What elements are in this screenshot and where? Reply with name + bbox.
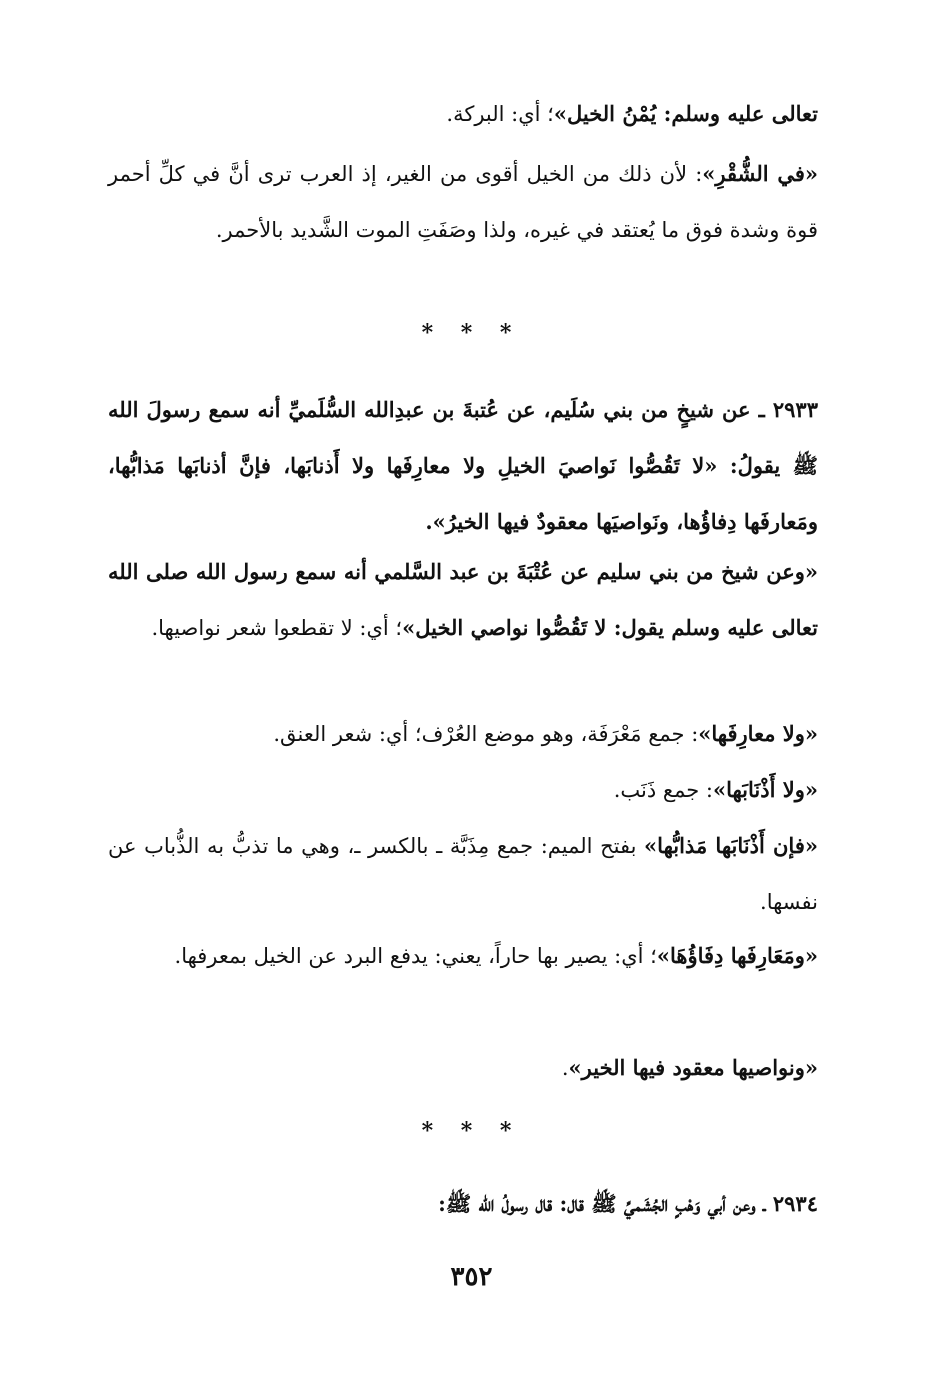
commentary-6-text: . xyxy=(561,1056,569,1080)
hadith-2934 xyxy=(108,1176,818,1232)
section-divider-2: * * * xyxy=(421,1118,522,1144)
commentary-2-bold: «ولا معارِفَها» xyxy=(698,721,818,746)
commentary-6 xyxy=(108,1040,818,1096)
hadith-2934-text: ٢٩٣٤ ـ وعن أبي وَهْبٍ الجُشَميِّ ﷺ قال: قال رسولُ الله ﷺ: xyxy=(438,1191,818,1216)
commentary-2-text: : جمع مَعْرَفَة، وهو موضع العُرْف؛ أي: شعر العنق. xyxy=(273,722,699,746)
paragraph-1-bold: تعالى عليه وسلم: يُمْنُ الخيل» xyxy=(553,101,818,126)
paragraph-2 xyxy=(108,146,818,258)
commentary-2 xyxy=(108,706,818,762)
commentary-1-text: ؛ أي: لا تقطعوا شعر نواصيها. xyxy=(151,616,403,640)
commentary-1-bold: «وعن شيخ من بني سليم عن عُتْبَةَ بن عبد السَّلمي أنه سمع رسول الله صلى الله تعالى عليه وسلم يقول: لا تَقُصُّوا نواصي الخيل» xyxy=(108,559,818,640)
paragraph-2-text: : لأن ذلك من الخيل أقوى من الغير، إذ العرب ترى أنَّ في كلِّ أحمر قوة وشدة فوق ما يُعتقد في غيره، ولذا وصَفَتِ الموت الشَّديد بالأحمر. xyxy=(108,162,818,242)
paragraph-1 xyxy=(108,86,818,142)
commentary-4-text: بفتح الميم: جمع مِذَبَّة ـ بالكسر ـ، وهي ما تذبُّ به الذُّباب عن نفسها. xyxy=(108,834,818,914)
commentary-5 xyxy=(108,928,818,984)
commentary-3 xyxy=(108,762,818,818)
hadith-2933 xyxy=(108,382,818,550)
commentary-3-bold: «ولا أَذْنَابَها» xyxy=(712,777,818,802)
commentary-6-bold: «ونواصيها معقود فيها الخير» xyxy=(568,1055,818,1080)
paragraph-2-bold: «في الشُّقْرِ» xyxy=(702,161,819,186)
page-number: ٣٥٢ xyxy=(450,1262,493,1292)
paragraph-1-text: ؛ أي: البركة. xyxy=(446,102,554,126)
commentary-3-text: : جمع ذَنَب. xyxy=(613,778,713,802)
commentary-1 xyxy=(108,544,818,656)
commentary-4-bold: «فإن أَذْنَابَها مَذابُّها» xyxy=(644,833,818,858)
commentary-5-text: ؛ أي: يصير بها حاراً، يعني: يدفع البرد عن الخيل بمعرفها. xyxy=(174,944,657,968)
hadith-2933-text: ٢٩٣٣ ـ عن شيخٍ من بني سُلَيم، عن عُتبةَ بن عبدِالله السُّلَميِّ أنه سمع رسولَ الله ﷺ يقولُ: «لا تَقُصُّوا نَواصيَ الخيلِ ولا معارِفَها ولا أَذنابَها، فإنَّ أذنابَها مَذابُّها، ومَعارفَها دِفاؤُها، ونَواصيَها معقودٌ فيها الخيرُ». xyxy=(108,397,818,534)
section-divider-1: * * * xyxy=(421,320,522,346)
commentary-4 xyxy=(108,818,818,930)
commentary-5-bold: «ومَعَارِفَها دِفَاؤُهَا» xyxy=(656,943,818,968)
